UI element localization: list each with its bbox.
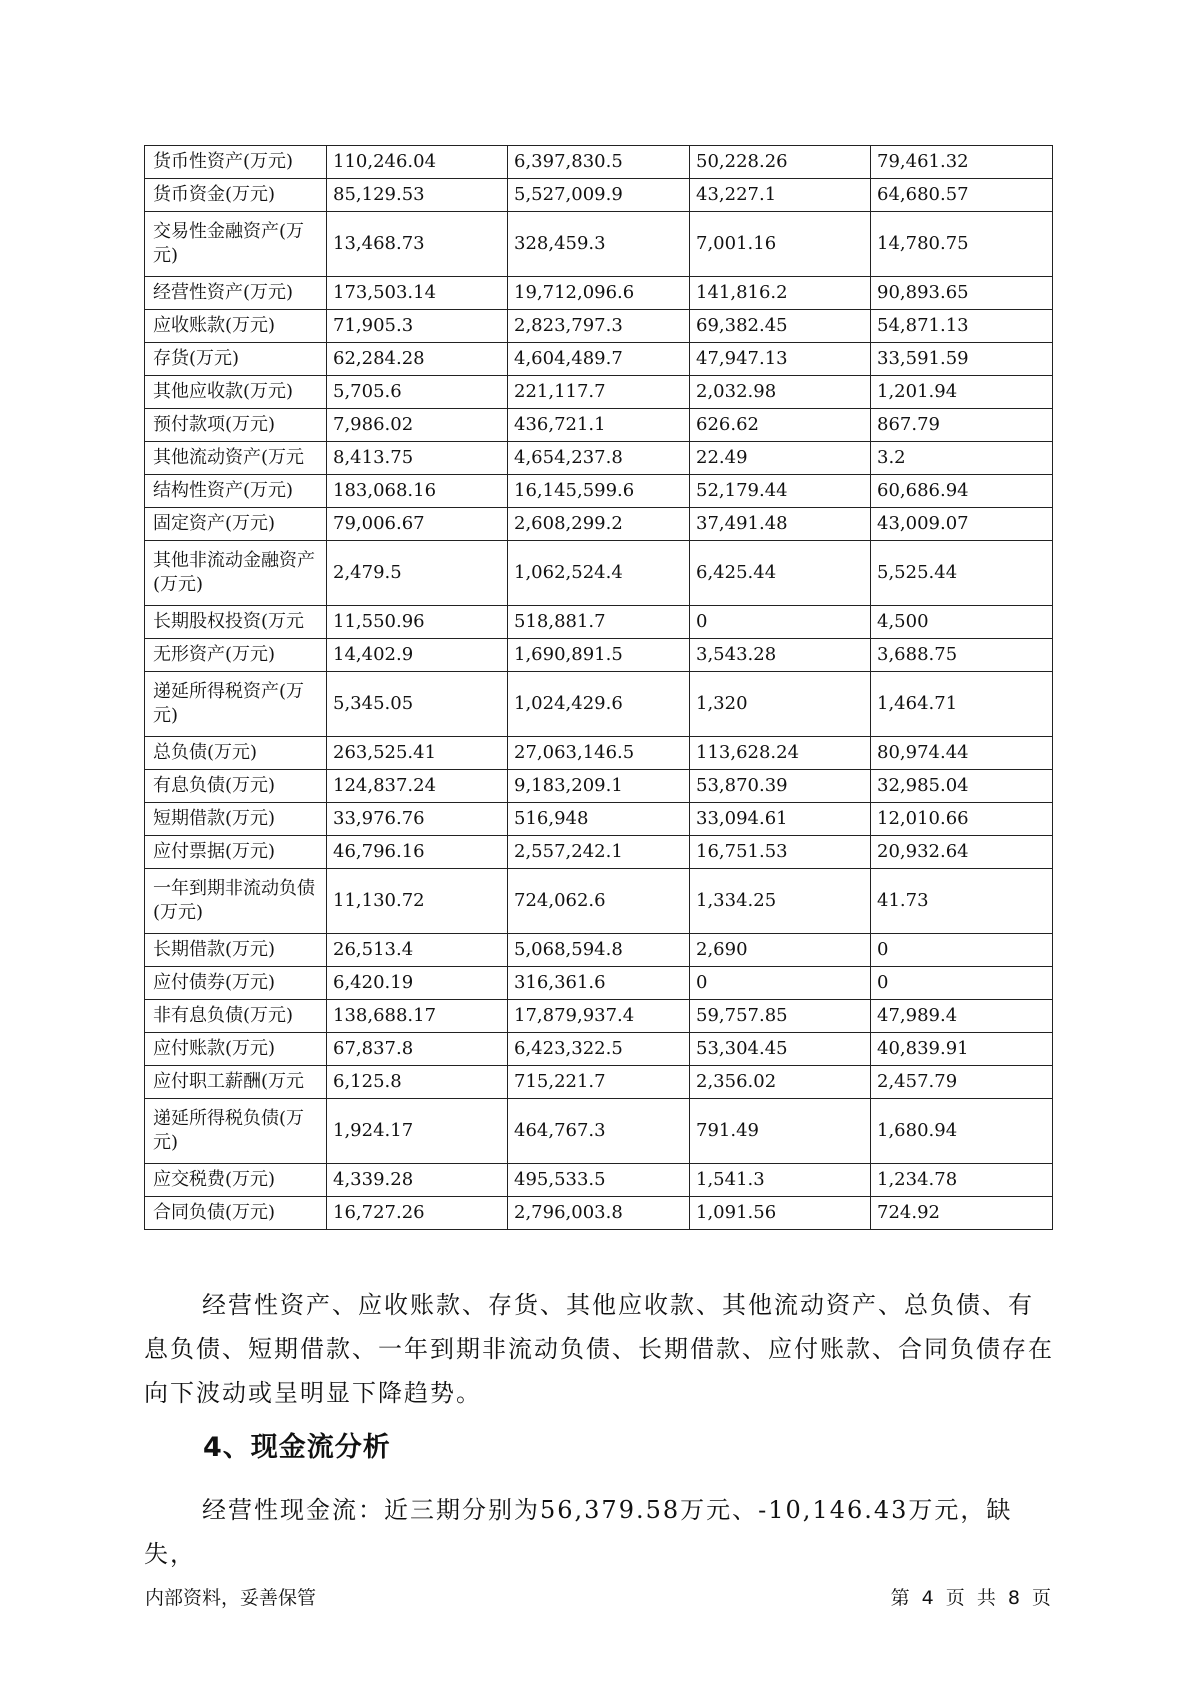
value-cell: 173,503.14 xyxy=(327,277,508,310)
value-cell: 33,591.59 xyxy=(871,343,1053,376)
value-cell: 19,712,096.6 xyxy=(508,277,690,310)
table-row xyxy=(145,310,1053,343)
table-row xyxy=(145,737,1053,770)
row-label-cell: 货币资金(万元) xyxy=(145,179,327,212)
value-cell: 2,457.79 xyxy=(871,1066,1053,1099)
value-cell: 4,500 xyxy=(871,606,1053,639)
value-cell: 64,680.57 xyxy=(871,179,1053,212)
value-cell: 1,024,429.6 xyxy=(508,672,690,737)
value-cell: 26,513.4 xyxy=(327,934,508,967)
value-cell: 724.92 xyxy=(871,1197,1053,1230)
value-cell: 16,727.26 xyxy=(327,1197,508,1230)
value-cell: 464,767.3 xyxy=(508,1099,690,1164)
row-label-cell: 结构性资产(万元) xyxy=(145,475,327,508)
row-label-cell: 合同负债(万元) xyxy=(145,1197,327,1230)
value-cell: 1,541.3 xyxy=(690,1164,871,1197)
row-label-cell: 其他流动资产(万元 xyxy=(145,442,327,475)
value-cell: 6,423,322.5 xyxy=(508,1033,690,1066)
table-row xyxy=(145,1033,1053,1066)
value-cell: 37,491.48 xyxy=(690,508,871,541)
value-cell: 1,062,524.4 xyxy=(508,541,690,606)
value-cell: 46,796.16 xyxy=(327,836,508,869)
value-cell: 263,525.41 xyxy=(327,737,508,770)
row-label-cell: 其他应收款(万元) xyxy=(145,376,327,409)
value-cell: 53,304.45 xyxy=(690,1033,871,1066)
value-cell: 40,839.91 xyxy=(871,1033,1053,1066)
row-label-cell: 递延所得税负债(万元) xyxy=(145,1099,327,1164)
value-cell: 791.49 xyxy=(690,1099,871,1164)
value-cell: 110,246.04 xyxy=(327,146,508,179)
value-cell: 2,479.5 xyxy=(327,541,508,606)
value-cell: 2,032.98 xyxy=(690,376,871,409)
table-row xyxy=(145,508,1053,541)
row-label-cell: 短期借款(万元) xyxy=(145,803,327,836)
value-cell: 1,234.78 xyxy=(871,1164,1053,1197)
value-cell: 47,989.4 xyxy=(871,1000,1053,1033)
row-label-cell: 应付账款(万元) xyxy=(145,1033,327,1066)
value-cell: 495,533.5 xyxy=(508,1164,690,1197)
row-label-cell: 其他非流动金融资产(万元) xyxy=(145,541,327,606)
value-cell: 67,837.8 xyxy=(327,1033,508,1066)
table-row xyxy=(145,770,1053,803)
row-label-cell: 总负债(万元) xyxy=(145,737,327,770)
financial-table xyxy=(144,145,1053,1230)
value-cell: 50,228.26 xyxy=(690,146,871,179)
table-row xyxy=(145,1197,1053,1230)
table-row xyxy=(145,869,1053,934)
row-label-cell: 有息负债(万元) xyxy=(145,770,327,803)
value-cell: 85,129.53 xyxy=(327,179,508,212)
value-cell: 12,010.66 xyxy=(871,803,1053,836)
value-cell: 7,986.02 xyxy=(327,409,508,442)
analysis-paragraph: 经营性资产、应收账款、存货、其他应收款、其他流动资产、总负债、有息负债、短期借款、一年到期非流动负债、长期借款、应付账款、合同负债存在向下波动或呈明显下降趋势。 xyxy=(144,1291,1054,1407)
value-cell: 316,361.6 xyxy=(508,967,690,1000)
table-row xyxy=(145,409,1053,442)
value-cell: 14,780.75 xyxy=(871,212,1053,277)
table-row xyxy=(145,179,1053,212)
value-cell: 54,871.13 xyxy=(871,310,1053,343)
value-cell: 6,125.8 xyxy=(327,1066,508,1099)
row-label-cell: 预付款项(万元) xyxy=(145,409,327,442)
value-cell: 5,705.6 xyxy=(327,376,508,409)
value-cell: 2,690 xyxy=(690,934,871,967)
value-cell: 141,816.2 xyxy=(690,277,871,310)
value-cell: 2,608,299.2 xyxy=(508,508,690,541)
row-label-cell: 无形资产(万元) xyxy=(145,639,327,672)
value-cell: 53,870.39 xyxy=(690,770,871,803)
financial-table-body xyxy=(145,146,1053,1230)
row-label-cell: 长期股权投资(万元 xyxy=(145,606,327,639)
value-cell: 183,068.16 xyxy=(327,475,508,508)
row-label-cell: 固定资产(万元) xyxy=(145,508,327,541)
value-cell: 27,063,146.5 xyxy=(508,737,690,770)
row-label-cell: 非有息负债(万元) xyxy=(145,1000,327,1033)
value-cell: 1,091.56 xyxy=(690,1197,871,1230)
value-cell: 0 xyxy=(871,967,1053,1000)
table-row xyxy=(145,672,1053,737)
cashflow-paragraph: 经营性现金流：近三期分别为56,379.58万元、-10,146.43万元，缺失， xyxy=(144,1496,1013,1568)
value-cell: 3,543.28 xyxy=(690,639,871,672)
value-cell: 6,420.19 xyxy=(327,967,508,1000)
row-label-cell: 长期借款(万元) xyxy=(145,934,327,967)
value-cell: 5,068,594.8 xyxy=(508,934,690,967)
value-cell: 436,721.1 xyxy=(508,409,690,442)
row-label-cell: 应付职工薪酬(万元 xyxy=(145,1066,327,1099)
value-cell: 5,527,009.9 xyxy=(508,179,690,212)
value-cell: 1,320 xyxy=(690,672,871,737)
value-cell: 626.62 xyxy=(690,409,871,442)
table-row xyxy=(145,212,1053,277)
value-cell: 13,468.73 xyxy=(327,212,508,277)
row-label-cell: 存货(万元) xyxy=(145,343,327,376)
footer-page-number: 第 4 页 共 8 页 xyxy=(890,1587,1051,1609)
value-cell: 80,974.44 xyxy=(871,737,1053,770)
value-cell: 7,001.16 xyxy=(690,212,871,277)
row-label-cell: 应收账款(万元) xyxy=(145,310,327,343)
value-cell: 328,459.3 xyxy=(508,212,690,277)
value-cell: 16,145,599.6 xyxy=(508,475,690,508)
value-cell: 1,924.17 xyxy=(327,1099,508,1164)
value-cell: 6,397,830.5 xyxy=(508,146,690,179)
value-cell: 8,413.75 xyxy=(327,442,508,475)
table-row xyxy=(145,1164,1053,1197)
value-cell: 0 xyxy=(690,967,871,1000)
table-row xyxy=(145,343,1053,376)
value-cell: 16,751.53 xyxy=(690,836,871,869)
value-cell: 2,356.02 xyxy=(690,1066,871,1099)
section-heading: 4、现金流分析 xyxy=(203,1432,391,1463)
value-cell: 867.79 xyxy=(871,409,1053,442)
table-row xyxy=(145,475,1053,508)
value-cell: 1,201.94 xyxy=(871,376,1053,409)
table-row xyxy=(145,1066,1053,1099)
value-cell: 33,976.76 xyxy=(327,803,508,836)
row-label-cell: 应付票据(万元) xyxy=(145,836,327,869)
table-row xyxy=(145,1099,1053,1164)
value-cell: 5,525.44 xyxy=(871,541,1053,606)
row-label-cell: 一年到期非流动负债(万元) xyxy=(145,869,327,934)
table-row xyxy=(145,277,1053,310)
value-cell: 4,604,489.7 xyxy=(508,343,690,376)
table-row xyxy=(145,1000,1053,1033)
value-cell: 724,062.6 xyxy=(508,869,690,934)
value-cell: 4,654,237.8 xyxy=(508,442,690,475)
value-cell: 14,402.9 xyxy=(327,639,508,672)
table-row xyxy=(145,836,1053,869)
value-cell: 3,688.75 xyxy=(871,639,1053,672)
table-row xyxy=(145,541,1053,606)
row-label-cell: 交易性金融资产(万元) xyxy=(145,212,327,277)
value-cell: 9,183,209.1 xyxy=(508,770,690,803)
value-cell: 11,130.72 xyxy=(327,869,508,934)
value-cell: 5,345.05 xyxy=(327,672,508,737)
value-cell: 43,009.07 xyxy=(871,508,1053,541)
table-row xyxy=(145,606,1053,639)
value-cell: 79,006.67 xyxy=(327,508,508,541)
value-cell: 4,339.28 xyxy=(327,1164,508,1197)
value-cell: 516,948 xyxy=(508,803,690,836)
value-cell: 17,879,937.4 xyxy=(508,1000,690,1033)
value-cell: 62,284.28 xyxy=(327,343,508,376)
value-cell: 60,686.94 xyxy=(871,475,1053,508)
table-row xyxy=(145,376,1053,409)
row-label-cell: 经营性资产(万元) xyxy=(145,277,327,310)
value-cell: 1,334.25 xyxy=(690,869,871,934)
value-cell: 124,837.24 xyxy=(327,770,508,803)
value-cell: 71,905.3 xyxy=(327,310,508,343)
value-cell: 47,947.13 xyxy=(690,343,871,376)
value-cell: 32,985.04 xyxy=(871,770,1053,803)
table-row xyxy=(145,639,1053,672)
table-row xyxy=(145,803,1053,836)
value-cell: 41.73 xyxy=(871,869,1053,934)
value-cell: 518,881.7 xyxy=(508,606,690,639)
table-row xyxy=(145,442,1053,475)
value-cell: 2,557,242.1 xyxy=(508,836,690,869)
row-label-cell: 应付债券(万元) xyxy=(145,967,327,1000)
table-row xyxy=(145,934,1053,967)
value-cell: 0 xyxy=(871,934,1053,967)
value-cell: 138,688.17 xyxy=(327,1000,508,1033)
value-cell: 59,757.85 xyxy=(690,1000,871,1033)
value-cell: 2,823,797.3 xyxy=(508,310,690,343)
row-label-cell: 应交税费(万元) xyxy=(145,1164,327,1197)
value-cell: 43,227.1 xyxy=(690,179,871,212)
value-cell: 1,464.71 xyxy=(871,672,1053,737)
value-cell: 1,690,891.5 xyxy=(508,639,690,672)
value-cell: 3.2 xyxy=(871,442,1053,475)
footer-confidential-note: 内部资料，妥善保管 xyxy=(145,1587,317,1609)
value-cell: 6,425.44 xyxy=(690,541,871,606)
value-cell: 20,932.64 xyxy=(871,836,1053,869)
value-cell: 69,382.45 xyxy=(690,310,871,343)
value-cell: 0 xyxy=(690,606,871,639)
value-cell: 2,796,003.8 xyxy=(508,1197,690,1230)
value-cell: 1,680.94 xyxy=(871,1099,1053,1164)
value-cell: 52,179.44 xyxy=(690,475,871,508)
table-row xyxy=(145,146,1053,179)
row-label-cell: 递延所得税资产(万元) xyxy=(145,672,327,737)
value-cell: 90,893.65 xyxy=(871,277,1053,310)
row-label-cell: 货币性资产(万元) xyxy=(145,146,327,179)
value-cell: 79,461.32 xyxy=(871,146,1053,179)
value-cell: 11,550.96 xyxy=(327,606,508,639)
value-cell: 715,221.7 xyxy=(508,1066,690,1099)
value-cell: 33,094.61 xyxy=(690,803,871,836)
value-cell: 113,628.24 xyxy=(690,737,871,770)
value-cell: 221,117.7 xyxy=(508,376,690,409)
value-cell: 22.49 xyxy=(690,442,871,475)
table-row xyxy=(145,967,1053,1000)
